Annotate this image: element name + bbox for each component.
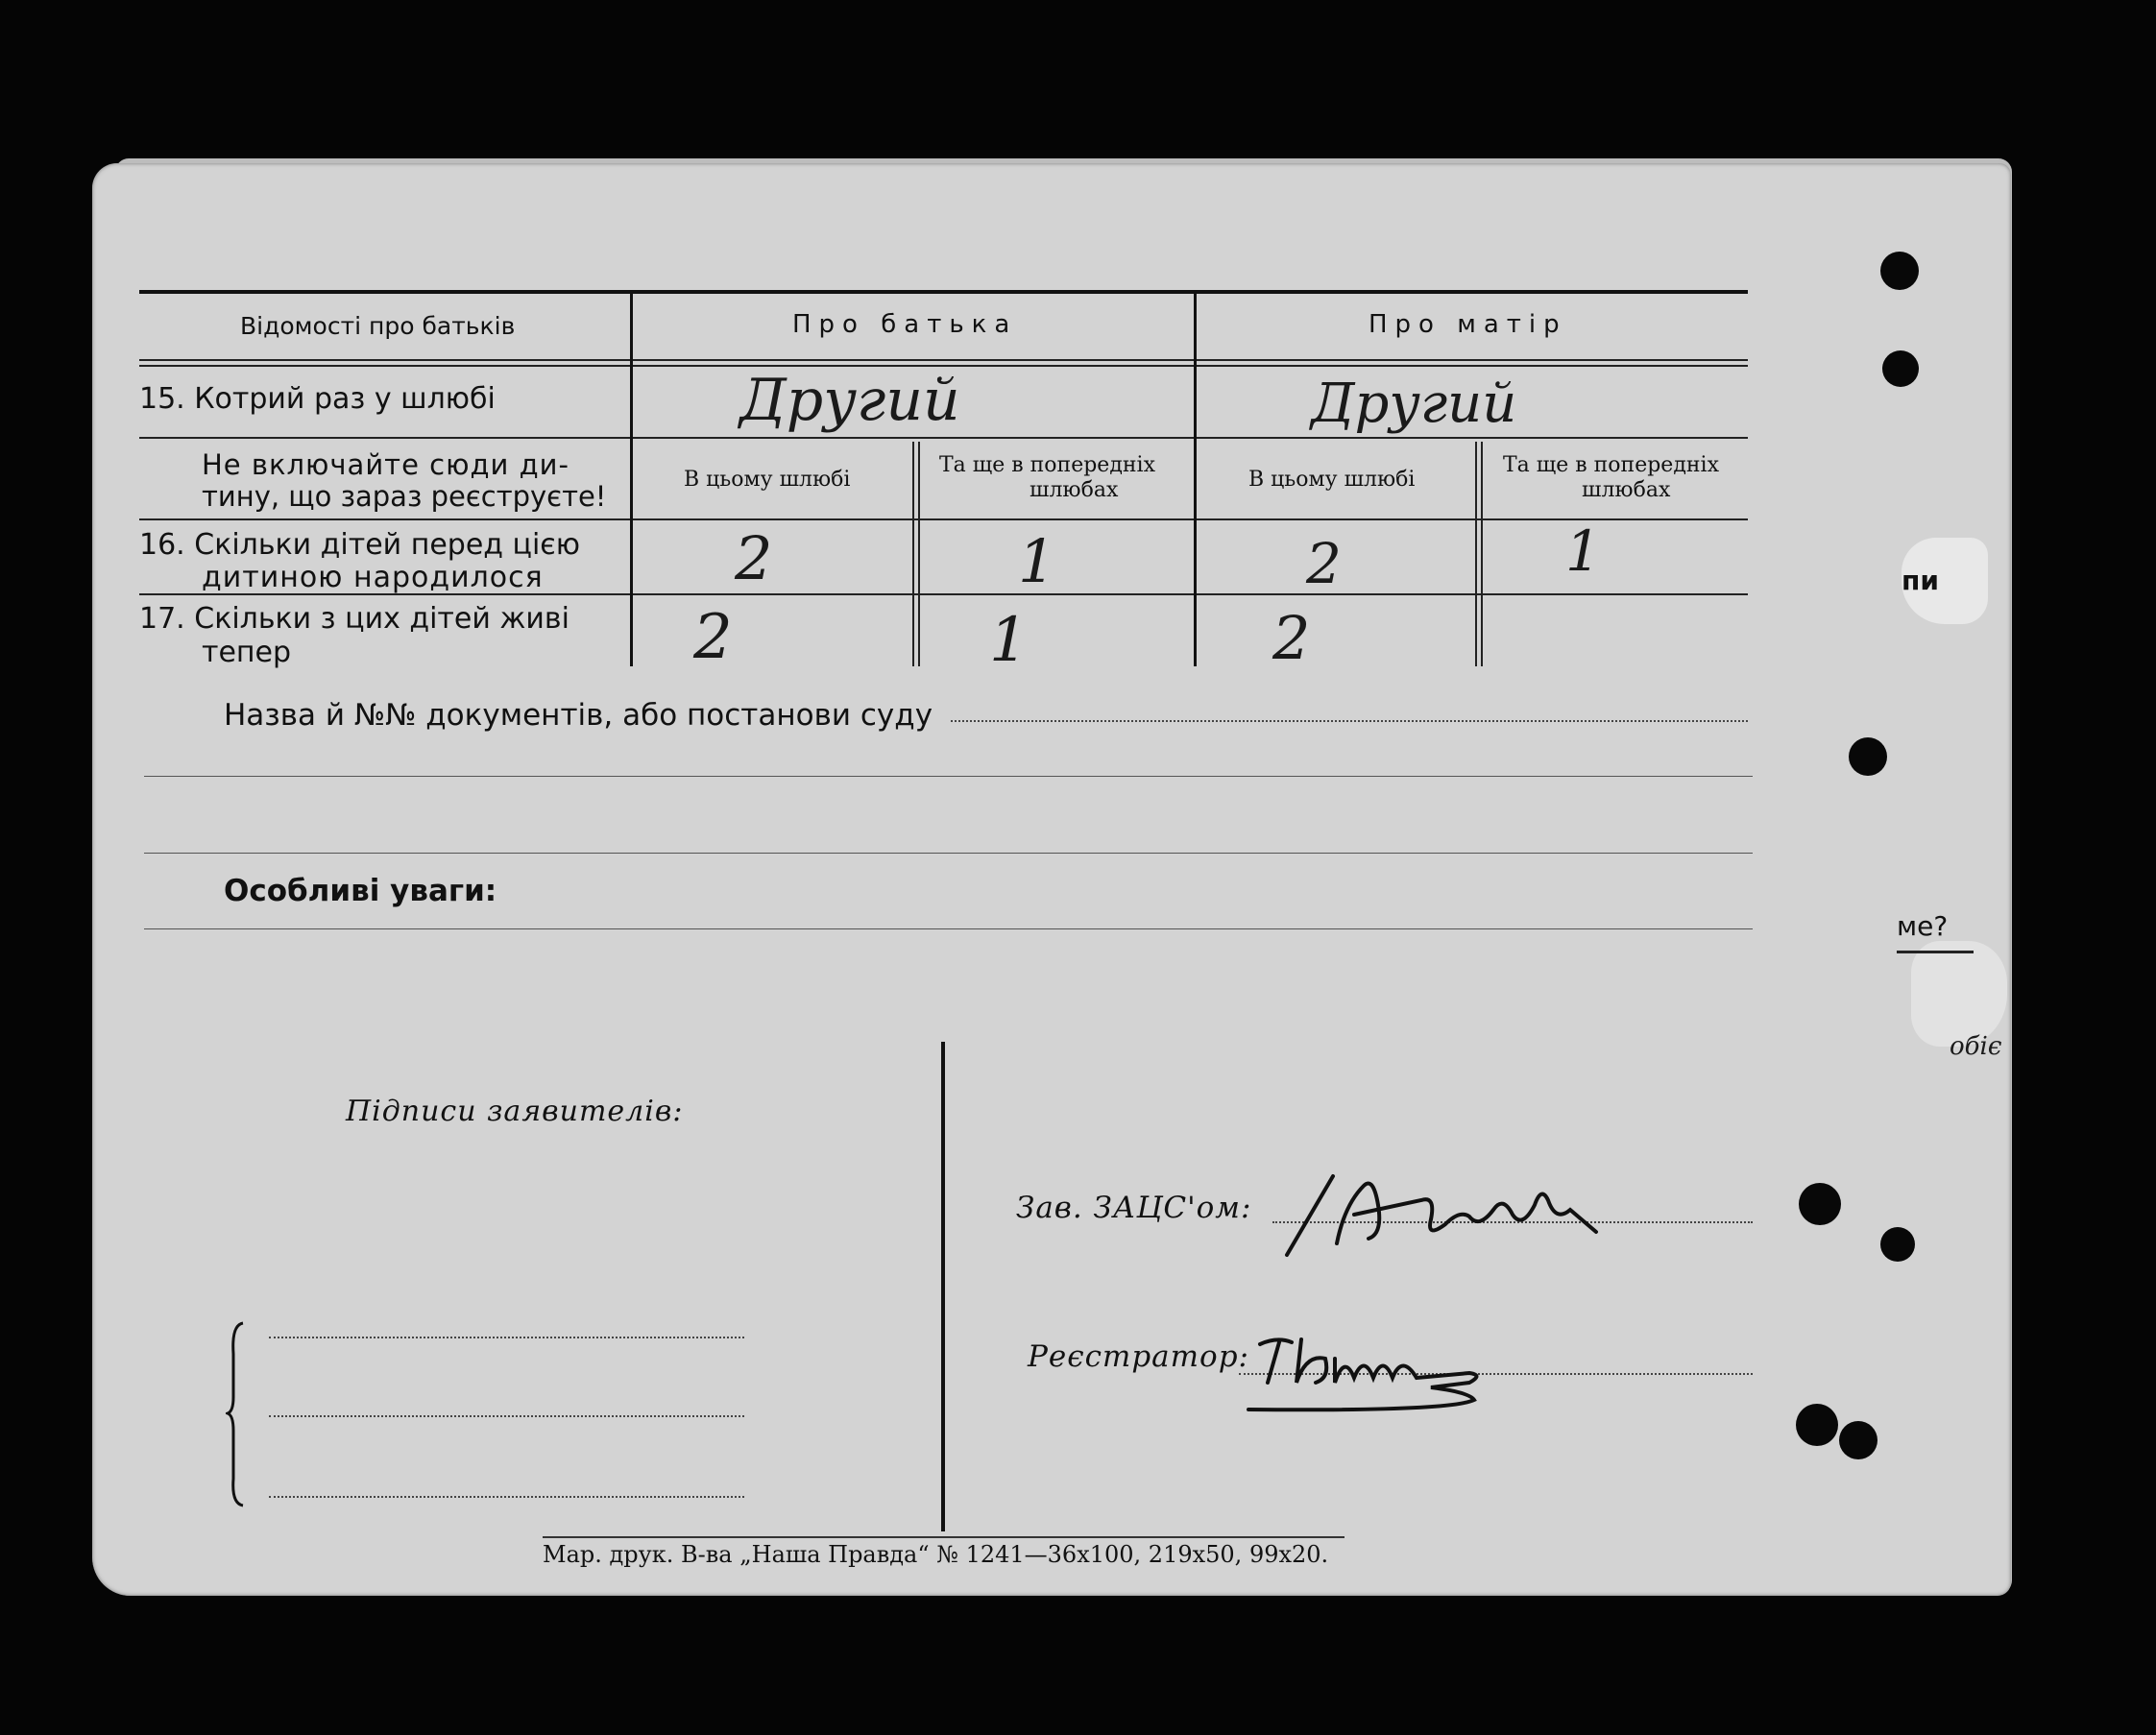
documents-label: Назва й №№ документів, або постанови суду <box>224 698 933 733</box>
row16-father-prev: 1 <box>1018 526 1056 596</box>
header-mother: Про матір <box>1369 310 1567 339</box>
signature-divider <box>941 1042 945 1531</box>
registrar-signature <box>1239 1287 1498 1421</box>
remarks-label: Особливі уваги: <box>224 874 497 908</box>
torn-patch <box>1911 941 2007 1047</box>
row16-label-2: дитиною народилося <box>202 561 544 594</box>
note-row-rule <box>139 518 1748 520</box>
header-father: Про батька <box>792 310 1018 339</box>
applicant-signature-line-3 <box>269 1496 744 1498</box>
mother-prev-marriage-header-2: шлюбах <box>1582 478 1671 502</box>
documents-line-3 <box>144 853 1753 854</box>
printer-imprint: Мар. друк. В-ва „Наша Правда“ № 1241—36x100, 219x50, 99x20. <box>543 1541 1329 1568</box>
row16-father-this: 2 <box>735 523 773 593</box>
table-top-rule <box>139 290 1748 294</box>
row15-rule <box>139 437 1748 439</box>
footer-rule <box>543 1536 1344 1538</box>
applicant-signature-line-1 <box>269 1337 744 1338</box>
row17-father-prev: 1 <box>989 605 1029 676</box>
applicants-brace <box>226 1315 254 1512</box>
sub-divider-father-a <box>912 442 914 666</box>
applicant-signature-line-2 <box>269 1415 744 1417</box>
row15-father-value: Другий <box>739 367 960 434</box>
punch-hole <box>1849 737 1887 776</box>
row17-label-1: 17. Скільки з цих дітей живі <box>139 602 569 636</box>
father-prev-marriage-header-1: Та ще в попередніх <box>939 453 1155 477</box>
row15-mother-value: Другий <box>1311 373 1517 435</box>
edge-fragment-3: обіє <box>1950 1032 2002 1061</box>
note-line-2: тину, що зараз реєструєте! <box>202 480 607 513</box>
applicants-signatures-label: Підписи заявителів: <box>346 1095 684 1128</box>
sub-divider-father-b <box>918 442 920 666</box>
row16-label-1: 16. Скільки дітей перед цією <box>139 528 581 562</box>
row17-mother-this: 2 <box>1272 603 1311 673</box>
row15-label: 15. Котрий раз у шлюбі <box>139 382 496 416</box>
punch-hole <box>1882 350 1919 387</box>
note-line-1: Не включайте сюди ди- <box>202 448 569 481</box>
father-prev-marriage-header-2: шлюбах <box>1030 478 1119 502</box>
documents-line-2 <box>144 776 1753 777</box>
remarks-line <box>144 928 1753 929</box>
punch-hole <box>1796 1404 1838 1446</box>
punch-hole <box>1799 1183 1841 1225</box>
edge-fragment-2: ме? <box>1897 910 1949 942</box>
mother-prev-marriage-header-1: Та ще в попередніх <box>1503 453 1719 477</box>
col-divider-2 <box>1194 290 1197 666</box>
sub-divider-mother-a <box>1475 442 1477 666</box>
row16-mother-prev: 1 <box>1565 518 1601 584</box>
edge-rule <box>1897 951 1974 953</box>
father-this-marriage-header: В цьому шлюбі <box>684 468 851 492</box>
punch-hole <box>1839 1421 1877 1459</box>
row16-mother-this: 2 <box>1306 531 1342 596</box>
registrar-label: Реєстратор: <box>1028 1339 1249 1374</box>
header-rule-1 <box>139 359 1748 361</box>
header-parents-info: Відомості про батьків <box>240 312 516 340</box>
row17-father-this: 2 <box>693 602 733 673</box>
mother-this-marriage-header: В цьому шлюбі <box>1248 468 1416 492</box>
col-divider-1 <box>630 290 633 666</box>
head-registry-label: Зав. ЗАЦС'ом: <box>1016 1191 1252 1225</box>
punch-hole <box>1880 1227 1915 1262</box>
sub-divider-mother-b <box>1481 442 1483 666</box>
head-signature <box>1277 1147 1613 1263</box>
row17-label-2: тепер <box>202 636 292 669</box>
documents-dotted-line <box>951 720 1748 722</box>
edge-fragment-1: пи <box>1902 565 1939 596</box>
punch-hole <box>1880 252 1919 290</box>
